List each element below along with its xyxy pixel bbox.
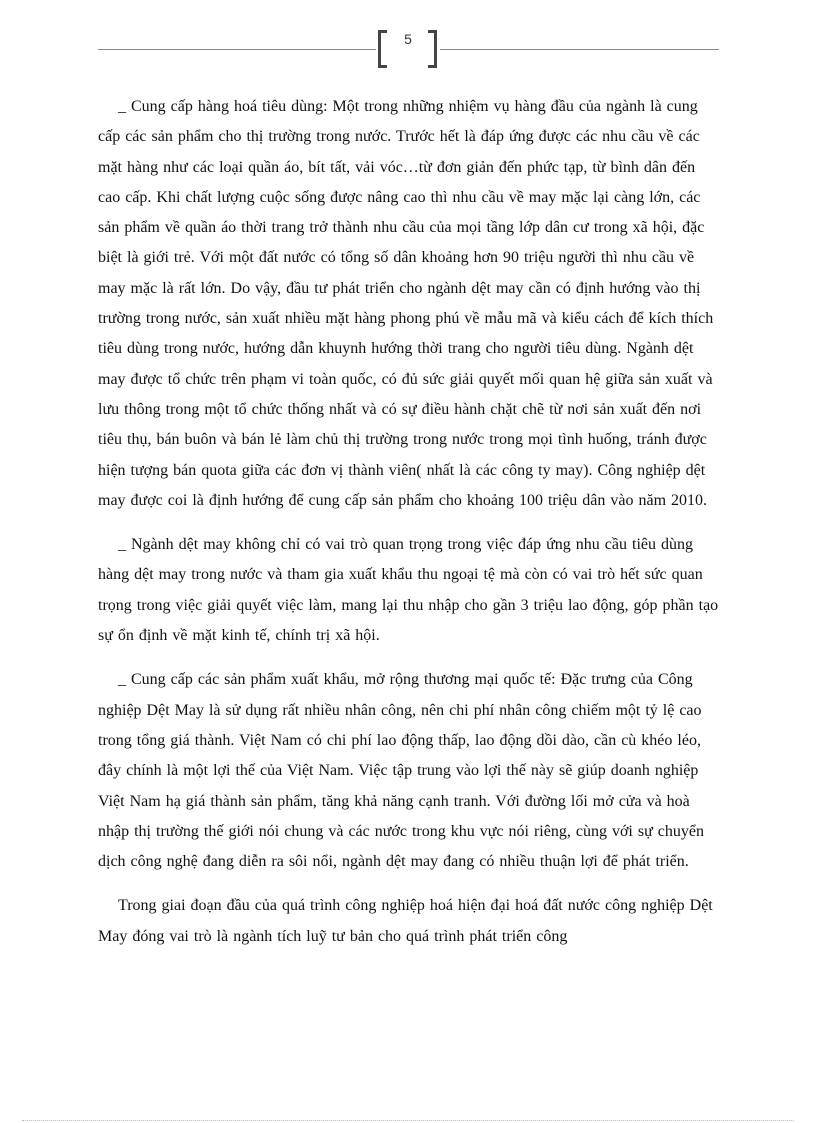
paragraph-consumer-goods: _ Cung cấp hàng hoá tiêu dùng: Một trong những nhiệm vụ hàng đầu của ngành là cung cấp các sản phẩm cho thị trường trong nước. Trước hết là đáp ứng được các nhu cầu về các mặt hàng như các loại quần áo, bít tất, vải vóc…từ đơn giản đến phức tạp, từ bình dân đến cao cấp. Khi chất lượng cuộc sống được nâng cao thì nhu cầu về may mặc lại càng lớn, các sản phẩm về quần áo thời trang trở thành nhu cầu của mọi tầng lớp dân cư trong xã hội, đặc biệt là giới trẻ. Với một đất nước có tổng số dân khoảng hơn 90 triệu người thì nhu cầu về may mặc là rất lớn. Do vậy, đầu tư phát triển cho ngành dệt may cần có định hướng vào thị trường trong nước, sản xuất nhiều mặt hàng phong phú về mẫu mã và kiểu cách để kích thích tiêu dùng trong nước, hướng dẫn khuynh hướng thời trang cho người tiêu dùng. Ngành dệt may được tổ chức trên phạm vi toàn quốc, có đủ sức giải quyết mối quan hệ giữa sản xuất và lưu thông trong một tổ chức thống nhất và có sự điều hành chặt chẽ từ nơi sản xuất đến nơi tiêu thụ, bán buôn và bán lẻ làm chủ thị trường trong nước trong mọi tình huống, tránh được hiện tượng bán quota giữa các đơn vị thành viên( nhất là các công ty may). Công nghiệp dệt may được coi là định hướng để cung cấp sản phẩm cho khoảng 100 triệu dân vào năm 2010.: [98, 98, 714, 509]
page-number: 5: [404, 31, 412, 47]
paragraph-export: _ Cung cấp các sản phẩm xuất khẩu, mở rộng thương mại quốc tế: Đặc trưng của Công nghiệp Dệt May là sử dụng rất nhiều nhân công, nên chi phí nhân công chiếm một tỷ lệ cao trong tổng giá thành. Việt Nam có chi phí lao động thấp, lao động dồi dào, cần cù khéo léo, đây chính là một lợi thế của Việt Nam. Việc tập trung vào lợi thế này sẽ giúp doanh nghiệp Việt Nam hạ giá thành sản phẩm, tăng khả năng cạnh tranh. Với đường lối mở cửa và hoà nhập thị trường thế giới nói chung và các nước trong khu vực nói riêng, cùng với sự chuyển dịch công nghệ đang diễn ra sôi nổi, ngành dệt may đang có nhiều thuận lợi để phát triển.: [98, 671, 704, 871]
paragraph-employment: _ Ngành dệt may không chỉ có vai trò quan trọng trong việc đáp ứng nhu cầu tiêu dùng hàng dệt may trong nước và tham gia xuất khẩu thu ngoại tệ mà còn có vai trò hết sức quan trọng trong việc giải quyết việc làm, mang lại thu nhập cho gần 3 triệu lao động, góp phần tạo sự ổn định về mặt kinh tế, chính trị xã hội.: [98, 536, 719, 645]
header-rule-left: [98, 49, 376, 50]
right-bracket-icon: [428, 30, 437, 68]
page-bottom-divider: [22, 1120, 794, 1121]
document-body: [98, 92, 721, 966]
header-rule-right: [440, 49, 719, 50]
left-bracket-icon: [378, 30, 387, 68]
paragraph-industrialization: Trong giai đoạn đầu của quá trình công nghiệp hoá hiện đại hoá đất nước công nghiệp Dệt May đóng vai trò là ngành tích luỹ tư bản cho quá trình phát triển công: [98, 897, 713, 945]
page-header: [98, 30, 719, 70]
